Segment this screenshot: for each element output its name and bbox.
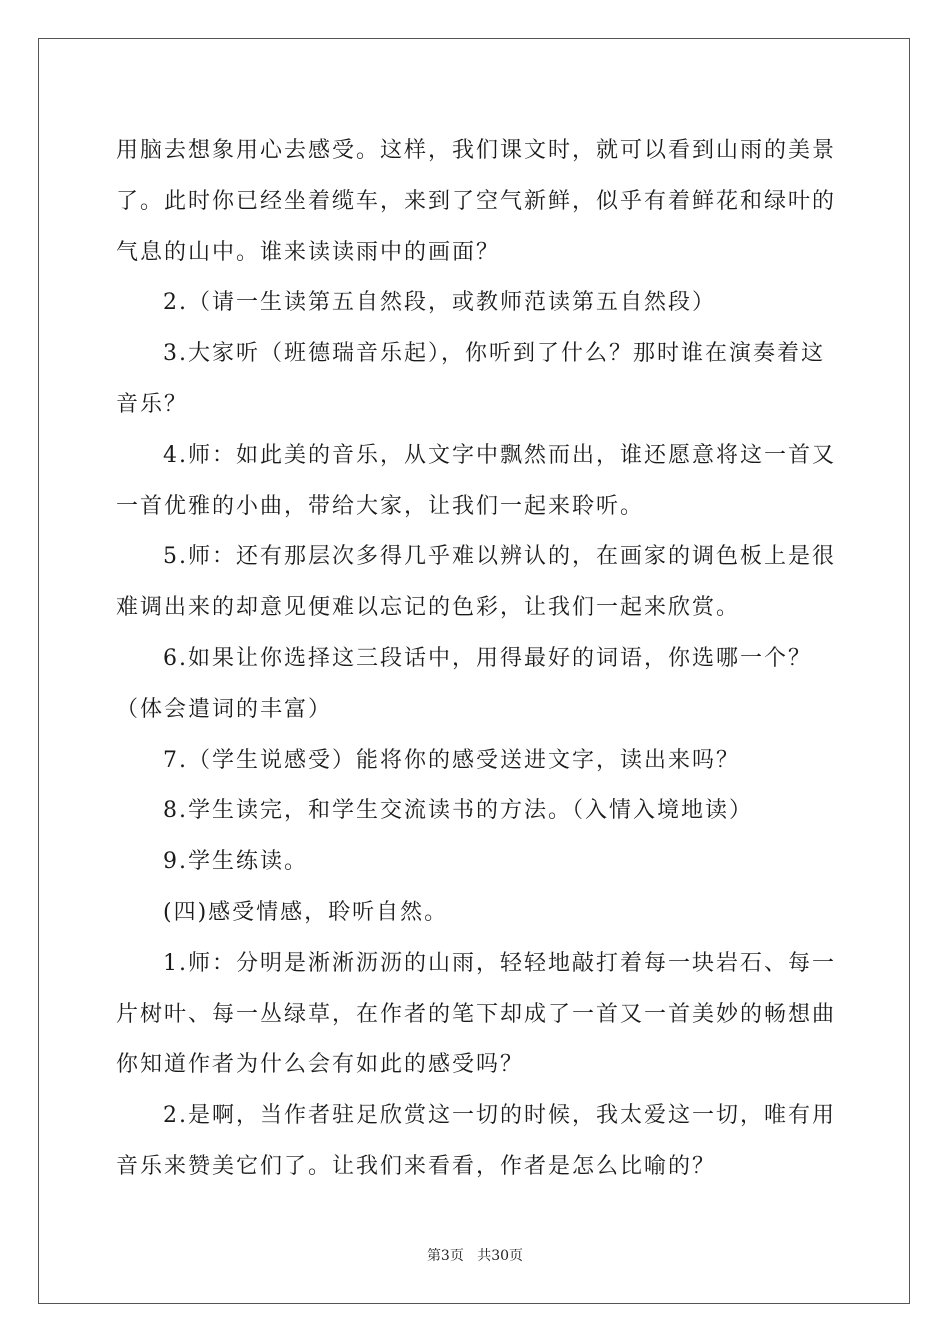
document-body [116, 126, 836, 1193]
text-line: 6.如果让你选择这三段话中，用得最好的词语，你选哪一个？ [163, 645, 812, 671]
text-line: 2.（请一生读第五自然段，或教师范读第五自然段） [163, 290, 716, 316]
page-footer [0, 1245, 950, 1265]
page-total: 共30页 [477, 1248, 524, 1264]
text-line: 4.师：如此美的音乐，从文字中飘然而出，谁还愿意将这一首又 [163, 442, 836, 468]
text-line: 一首优雅的小曲，带给大家，让我们一起来聆听。 [116, 493, 645, 519]
text-line: 7.（学生说感受）能将你的感受送进文字，读出来吗？ [163, 747, 740, 773]
text-line: （体会遣词的丰富） [116, 696, 333, 722]
text-line: 音乐？ [116, 391, 189, 417]
text-line: 8.学生读完，和学生交流读书的方法。（入情入境地读） [163, 798, 753, 824]
text-line: 气息的山中。谁来读读雨中的画面？ [116, 239, 501, 265]
text-line: 1.师：分明是淅淅沥沥的山雨，轻轻地敲打着每一块岩石、每一 [163, 950, 836, 976]
text-line: 用脑去想象用心去感受。这样，我们课文时，就可以看到山雨的美景 [116, 138, 837, 163]
text-line: 难调出来的却意见便难以忘记的色彩，让我们一起来欣赏。 [116, 595, 741, 621]
text-line: 片树叶、每一丛绿草，在作者的笔下却成了一首又一首美妙的畅想曲 [116, 1001, 837, 1027]
text-line: 2.是啊，当作者驻足欣赏这一切的时候，我太爱这一切，唯有用 [163, 1103, 836, 1129]
text-line: 音乐来赞美它们了。让我们来看看，作者是怎么比喻的？ [116, 1153, 717, 1179]
text-line: 9.学生练读。 [163, 849, 308, 875]
page-number: 第3页 [426, 1248, 464, 1264]
text-line: 你知道作者为什么会有如此的感受吗？ [116, 1052, 525, 1078]
text-line: 了。此时你已经坐着缆车，来到了空气新鲜，似乎有着鲜花和绿叶的 [116, 188, 837, 214]
text-line: 5.师：还有那层次多得几乎难以辨认的，在画家的调色板上是很 [163, 544, 836, 570]
text-line: 3.大家听（班德瑞音乐起），你听到了什么？那时谁在演奏着这 [163, 341, 825, 367]
text-line: (四)感受情感，聆听自然。 [163, 899, 449, 925]
